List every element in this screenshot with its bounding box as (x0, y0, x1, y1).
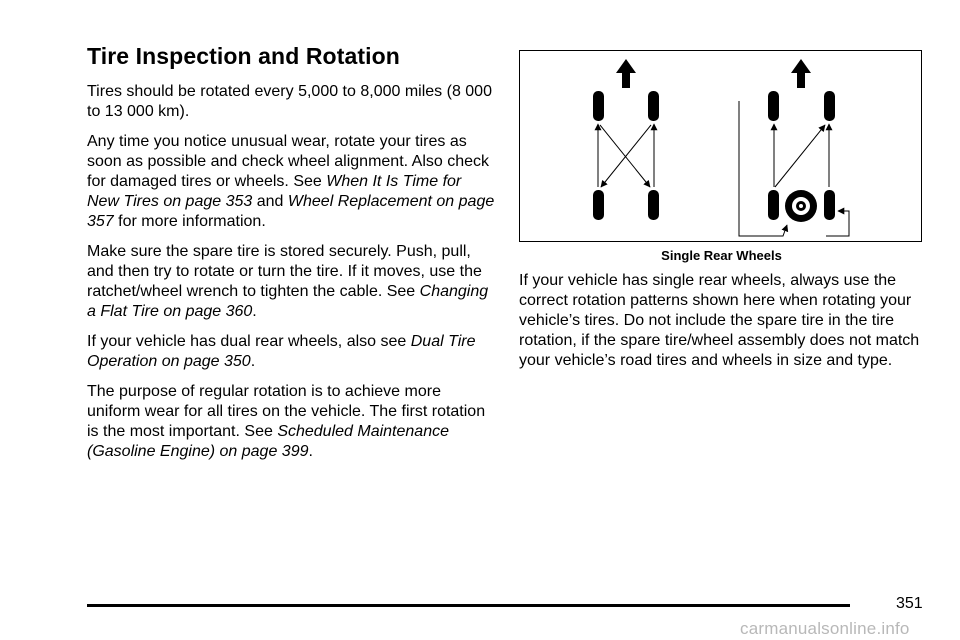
text-segment: If your vehicle has dual rear wheels, also see (87, 333, 411, 350)
paragraph-purpose (87, 382, 497, 462)
footer-rule (87, 604, 850, 607)
rotation-diagram-svg (520, 51, 923, 243)
text-segment: . (250, 353, 256, 370)
text-segment: for more information. (113, 213, 266, 230)
forward-arrow-icon (616, 59, 636, 88)
tire-icon (768, 190, 779, 220)
tire-icon (648, 91, 659, 121)
right-column (519, 50, 924, 381)
link-scheduled-maintenance[interactable]: Scheduled Maintenance (Gasoline Engine) on page 399 (87, 423, 449, 460)
tire-icon (593, 190, 604, 220)
tire-icon (768, 91, 779, 121)
tire-icon (593, 91, 604, 121)
tire-icon (648, 190, 659, 220)
link-dual-tire-operation[interactable]: Dual Tire Operation on page 350 (87, 333, 476, 370)
link-changing-flat-tire[interactable]: Changing a Flat Tire on page 360 (87, 283, 489, 320)
figure-caption: Single Rear Wheels (661, 248, 782, 263)
rotation-diagram (519, 50, 922, 242)
page-number: 351 (896, 595, 923, 612)
rotation-arrow-icon (598, 124, 654, 187)
paragraph-unusual-wear (87, 132, 497, 232)
text-segment: . (308, 443, 313, 460)
link-wheel-replacement[interactable]: Wheel Replacement on page 357 (87, 193, 495, 230)
section-title: Tire Inspection and Rotation (87, 43, 400, 69)
text-segment: Any time you notice unusual wear, rotate your tires as soon as possible and check wheel alignment. Also check for damaged tires or wheels. See (87, 133, 490, 190)
text-segment: Make sure the spare tire is stored securely. Push, pull, and then try to rotate or turn the tire. If it moves, use the ratchet/wheel wrench to tighten the cable. See (87, 243, 482, 300)
spare-tire-icon (785, 190, 817, 222)
text-segment: and (252, 193, 288, 210)
tire-icon (824, 91, 835, 121)
paragraph-dual-rear-wheels (87, 332, 497, 372)
left-column (87, 43, 497, 472)
paragraph-rotation-interval: Tires should be rotated every 5,000 to 8,000 miles (8 000 to 13 000 km). (87, 83, 492, 120)
watermark: carmanualsonline.info (740, 619, 910, 638)
forward-arrow-icon (791, 59, 811, 88)
text-segment: The purpose of regular rotation is to achieve more uniform wear for all tires on the vehicle. The first rotation is the most important. See (87, 383, 486, 440)
text-segment: . (252, 303, 257, 320)
tire-icon (824, 190, 835, 220)
paragraph-single-rear-wheels: If your vehicle has single rear wheels, always use the correct rotation patterns shown here when rotating your vehicle’s tires. Do not include the spare tire in the tire rotation, if the spare tire/wheel assembly does not match your vehicle’s road tires and wheels in size and type. (519, 272, 920, 369)
paragraph-spare-tire (87, 242, 497, 322)
link-new-tires[interactable]: When It Is Time for New Tires on page 353 (87, 173, 462, 210)
